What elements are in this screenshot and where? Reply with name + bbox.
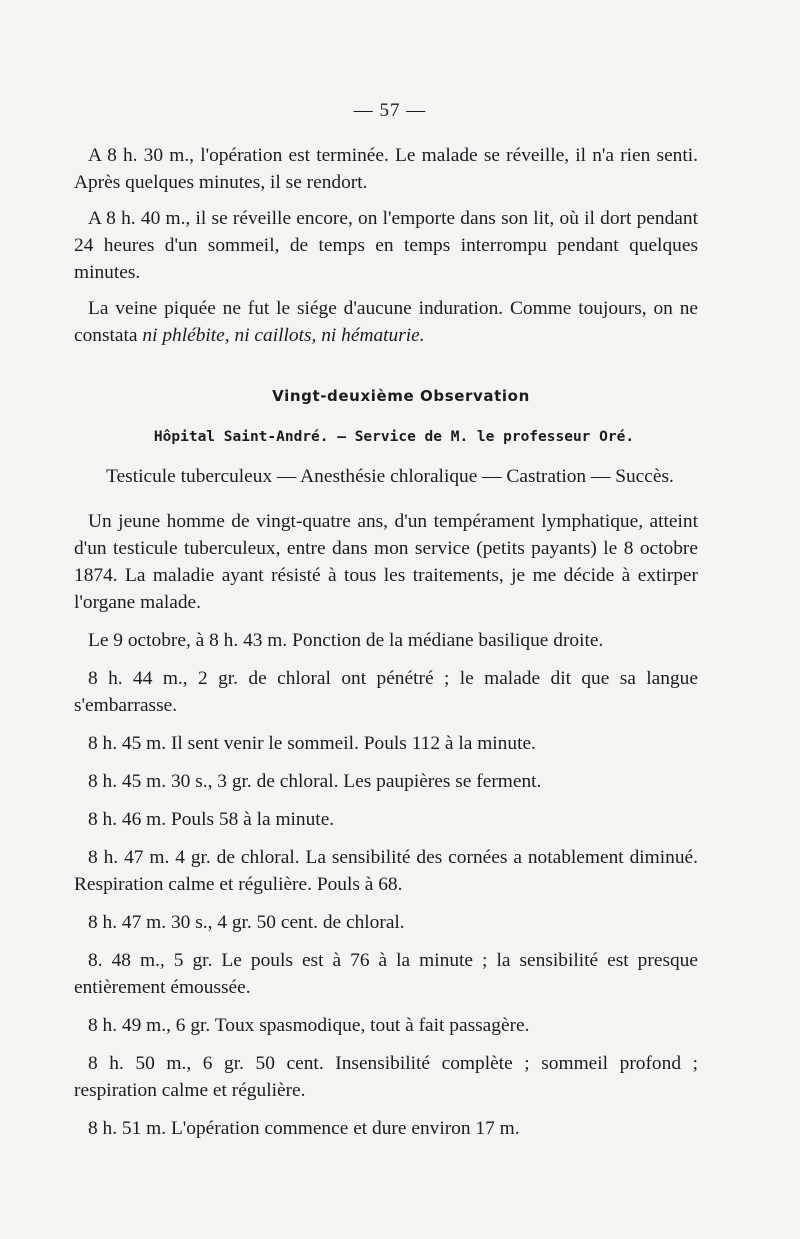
intro-paragraph-1: A 8 h. 30 m., l'opération est terminée. Le malade se réveille, il n'a rien senti. Après quelques minutes, il se rendort. <box>74 145 698 193</box>
observation-title: Vingt-deuxième Observation <box>272 387 530 405</box>
timeline-entry: 8. 48 m., 5 gr. Le pouls est à 76 à la minute ; la sensibilité est presque entièrement émoussée. <box>74 950 698 998</box>
hospital-line: Hôpital Saint-André. — Service de M. le professeur Oré. <box>153 429 635 445</box>
timeline-entry: Le 9 octobre, à 8 h. 43 m. Ponction de la médiane basilique droite. <box>88 630 604 651</box>
case-summary: Testicule tuberculeux — Anesthésie chloralique — Castration — Succès. <box>106 466 674 487</box>
timeline-entry: 8 h. 50 m., 6 gr. 50 cent. Insensibilité complète ; sommeil profond ; respiration calme et régulière. <box>74 1053 698 1101</box>
timeline-entry: 8 h. 44 m., 2 gr. de chloral ont pénétré ; le malade dit que sa langue s'embarrasse. <box>74 668 698 716</box>
hematurie-text: ni hématurie. <box>321 325 425 346</box>
intro-paragraph-2: A 8 h. 40 m., il se réveille encore, on l'emporte dans son lit, où il dort pendant 24 heures d'un sommeil, de temps en temps interrompu pendant quelques minutes. <box>74 208 698 283</box>
timeline-entry: 8 h. 45 m. 30 s., 3 gr. de chloral. Les paupières se ferment. <box>88 771 542 792</box>
case-description: Un jeune homme de vingt-quatre ans, d'un tempérament lymphatique, atteint d'un testicule tuberculeux, entre dans mon service (petits payants) le 8 octobre 1874. La maladie ayant résisté à tous les traitements, je me décide à extirper l'organe malade. <box>74 511 698 613</box>
phlebite-text: ni phlébite, <box>142 325 230 346</box>
caillots-text: ni caillots, <box>234 325 317 346</box>
page-number: — 57 — <box>353 100 427 121</box>
timeline-entry: 8 h. 51 m. L'opération commence et dure environ 17 m. <box>88 1118 520 1139</box>
timeline-entry: 8 h. 47 m. 30 s., 4 gr. 50 cent. de chloral. <box>88 912 405 933</box>
timeline-entry: 8 h. 45 m. Il sent venir le sommeil. Pouls 112 à la minute. <box>88 733 536 754</box>
page-content <box>74 142 698 1153</box>
timeline-entry: 8 h. 47 m. 4 gr. de chloral. La sensibilité des cornées a notablement diminué. Respiration calme et régulière. Pouls à 68. <box>74 847 698 895</box>
intro-paragraph-3-prefix: La veine piquée ne fut le siége d'aucune induration. Comme toujours, on ne constata <box>74 298 698 346</box>
intro-paragraph-3 <box>74 295 698 349</box>
timeline-entry: 8 h. 46 m. Pouls 58 à la minute. <box>88 809 335 830</box>
timeline-entry: 8 h. 49 m., 6 gr. Toux spasmodique, tout à fait passagère. <box>88 1015 530 1036</box>
